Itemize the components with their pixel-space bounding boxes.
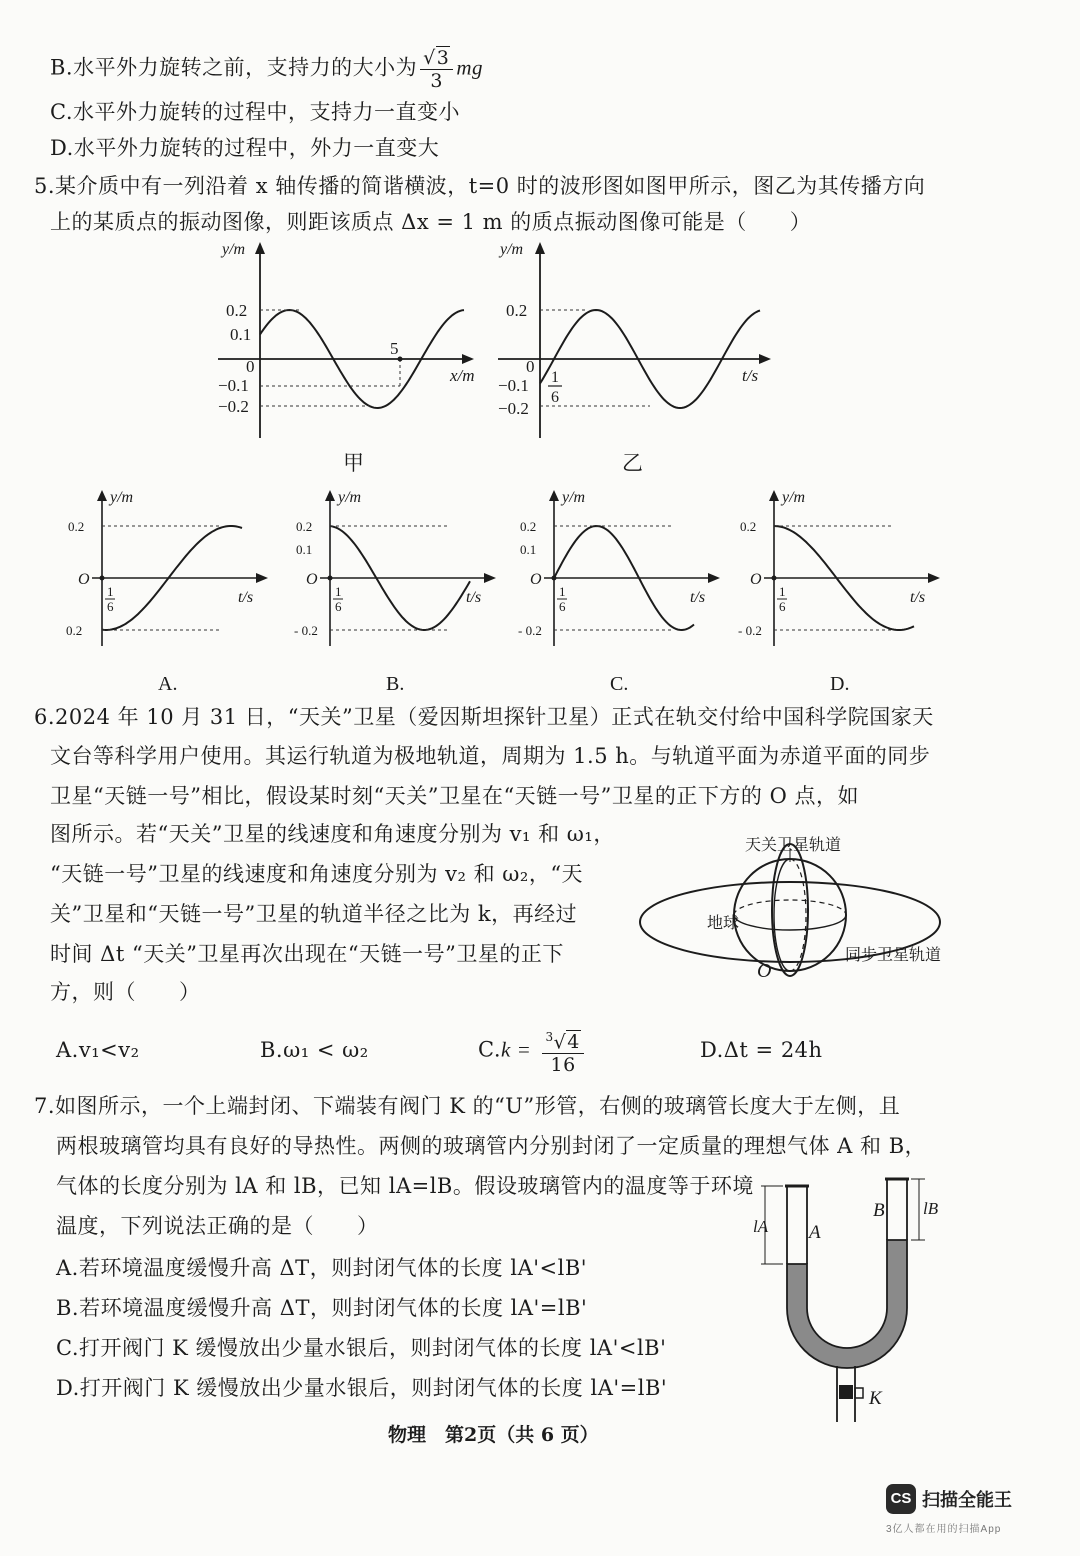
- jia-xlabel: x/m: [450, 366, 475, 385]
- q6-option-a: A.v₁<v₂: [56, 1038, 140, 1062]
- opt-frac-num: 1: [107, 584, 114, 599]
- opt-ylabel: y/m: [782, 489, 806, 506]
- opt-xlabel: t/s: [238, 589, 254, 606]
- page-footer: 物理 第2页（共 6 页）: [388, 1424, 599, 1446]
- opt-frac-den: 6: [335, 599, 342, 614]
- jia-mark: 5: [390, 339, 399, 358]
- yi-tick: 0.2: [506, 301, 528, 320]
- jia-tick: 0.1: [230, 325, 252, 344]
- figure-jia: [200, 238, 490, 473]
- opt-xlabel: t/s: [910, 589, 926, 606]
- yi-frac-den: 6: [551, 389, 559, 406]
- caption-yi: 乙: [622, 451, 643, 475]
- yi-tick: −0.2: [498, 399, 529, 418]
- q7-stem-line2: 两根玻璃管均具有良好的导热性。两侧的玻璃管内分别封闭了一定质量的理想气体 A 和 B，: [56, 1134, 927, 1158]
- point-o: O: [757, 960, 772, 982]
- opt-frac-num: 1: [779, 584, 786, 599]
- opt-ylabel: y/m: [562, 489, 586, 506]
- q5-stem-line2: 上的某质点的振动图像，则距该质点 Δx = 1 m 的质点振动图像可能是（ ）: [50, 210, 812, 234]
- q4-option-c: C.水平外力旋转的过程中，支持力一直变小: [50, 100, 460, 124]
- opt-bottom-tick: - 0.2: [294, 623, 318, 638]
- q4-option-b: B.水平外力旋转之前，支持力的大小为 $\frac{√3}{3}$ mg: [50, 47, 483, 92]
- opt-mid-tick: 0.1: [296, 542, 313, 557]
- opt-origin: O: [750, 571, 762, 588]
- option-graph-b: [268, 488, 498, 698]
- q7-option-b: B.若环境温度缓慢升高 ΔT，则封闭气体的长度 lA'=lB': [56, 1296, 588, 1320]
- opt-letter: D.: [830, 673, 850, 695]
- opt-frac-num: 1: [335, 584, 342, 599]
- jia-tick: 0.2: [226, 301, 248, 320]
- opt-ylabel: y/m: [110, 489, 134, 506]
- yi-ylabel: y/m: [500, 241, 524, 258]
- scanner-logo: CS: [886, 1484, 916, 1514]
- q7-option-d: D.打开阀门 K 缓慢放出少量水银后，则封闭气体的长度 lA'=lB': [56, 1376, 668, 1400]
- yi-tick: −0.1: [498, 376, 529, 395]
- opt-xlabel: t/s: [466, 589, 482, 606]
- q4-option-d: D.水平外力旋转的过程中，外力一直变大: [50, 136, 440, 160]
- jia-tick: 0: [246, 357, 255, 376]
- scanner-watermark: [886, 1484, 1056, 1535]
- sync-orbit-label: 同步卫星轨道: [845, 947, 942, 964]
- gas-b-label: B: [873, 1200, 885, 1221]
- lb-label: lB: [923, 1199, 939, 1218]
- q6-option-d: D.Δt = 24h: [700, 1038, 823, 1062]
- q6-stem-line2: 文台等科学用户使用。其运行轨道为极地轨道，周期为 1.5 h。与轨道平面为赤道平面的同步: [50, 744, 931, 768]
- q7-option-c: C.打开阀门 K 缓慢放出少量水银后，则封闭气体的长度 lA'<lB': [56, 1336, 667, 1360]
- caption-jia: 甲: [343, 451, 364, 475]
- option-graph-d: [712, 488, 942, 698]
- opt-bottom-tick: - 0.2: [518, 623, 542, 638]
- opt-top-tick: 0.2: [520, 519, 537, 534]
- q6-stem-line4: 图所示。若“天关”卫星的线速度和角速度分别为 v₁ 和 ω₁，: [50, 822, 615, 846]
- gas-a-label: A: [809, 1222, 821, 1243]
- opt-letter: C.: [610, 673, 629, 695]
- opt-xlabel: t/s: [690, 589, 706, 606]
- opt-origin: O: [530, 571, 542, 588]
- opt-letter: A.: [158, 673, 178, 695]
- opt-top-tick: 0.2: [296, 519, 313, 534]
- valve-k-label: K: [869, 1388, 882, 1409]
- option-graph-c: [492, 488, 722, 698]
- opt-top-tick: 0.2: [68, 519, 85, 534]
- opt-letter: B.: [386, 673, 405, 695]
- q6-stem-line1: 6.2024 年 10 月 31 日，“天关”卫星（爱因斯坦探针卫星）正式在轨交付给中国科学院国家天: [34, 705, 934, 729]
- jia-tick: −0.1: [218, 376, 249, 395]
- jia-tick: −0.2: [218, 397, 249, 416]
- opt-origin: O: [306, 571, 318, 588]
- opt-bottom-tick: - 0.2: [738, 623, 762, 638]
- q6-option-c: C.k = $\frac{^3√4}{16}$: [478, 1026, 587, 1076]
- q6-stem-line6: 关”卫星和“天链一号”卫星的轨道半径之比为 k，再经过: [50, 902, 578, 926]
- q6-option-b: B.ω₁ < ω₂: [260, 1038, 369, 1062]
- polar-orbit-label: 天关卫星轨道: [745, 837, 842, 854]
- scanner-name: 扫描全能王: [922, 1490, 1012, 1510]
- opt-frac-den: 6: [779, 599, 786, 614]
- q6-stem-line7: 时间 Δt “天关”卫星再次出现在“天链一号”卫星的正下: [50, 942, 564, 966]
- figure-orbits: [635, 830, 950, 980]
- q5-stem-line1: 5.某介质中有一列沿着 x 轴传播的简谐横波，t=0 时的波形图如图甲所示，图乙为其传播方向: [34, 174, 926, 198]
- q7-option-a: A.若环境温度缓慢升高 ΔT，则封闭气体的长度 lA'<lB': [56, 1256, 588, 1280]
- q6-stem-line8: 方，则（ ）: [50, 980, 201, 1004]
- figure-u-tube: [755, 1176, 955, 1428]
- q7-stem-line3: 气体的长度分别为 lA 和 lB，已知 lA=lB。假设玻璃管内的温度等于环境: [56, 1174, 754, 1198]
- opt-bottom-tick: 0.2: [66, 623, 83, 638]
- opt-top-tick: 0.2: [740, 519, 757, 534]
- opt-frac-den: 6: [559, 599, 566, 614]
- opt-origin: O: [78, 571, 90, 588]
- q6-stem-line3: 卫星“天链一号”相比，假设某时刻“天关”卫星在“天链一号”卫星的正下方的 O 点，如: [50, 784, 859, 808]
- option-graph-a: [40, 488, 270, 698]
- fraction: $\frac{√3}{3}$: [420, 46, 453, 92]
- jia-ylabel: y/m: [222, 241, 246, 258]
- scanner-tagline: 3亿人都在用的扫描App: [886, 1524, 1002, 1535]
- opt-frac-den: 6: [107, 599, 114, 614]
- figure-yi: [490, 238, 780, 473]
- opt-frac-num: 1: [559, 584, 566, 599]
- yi-tick: 0: [526, 357, 535, 376]
- opt-mid-tick: 0.1: [520, 542, 537, 557]
- earth-label: 地球: [707, 915, 740, 932]
- opt-ylabel: y/m: [338, 489, 362, 506]
- yi-xlabel: t/s: [742, 366, 759, 385]
- la-label: lA: [753, 1217, 769, 1236]
- q6-stem-line5: “天链一号”卫星的线速度和角速度分别为 v₂ 和 ω₂，“天: [50, 862, 584, 886]
- q7-stem-line4: 温度，下列说法正确的是（ ）: [56, 1214, 379, 1238]
- yi-frac-num: 1: [551, 369, 559, 386]
- q7-stem-line1: 7.如图所示，一个上端封闭、下端装有阀门 K 的“U”形管，右侧的玻璃管长度大于左侧，且: [34, 1094, 901, 1118]
